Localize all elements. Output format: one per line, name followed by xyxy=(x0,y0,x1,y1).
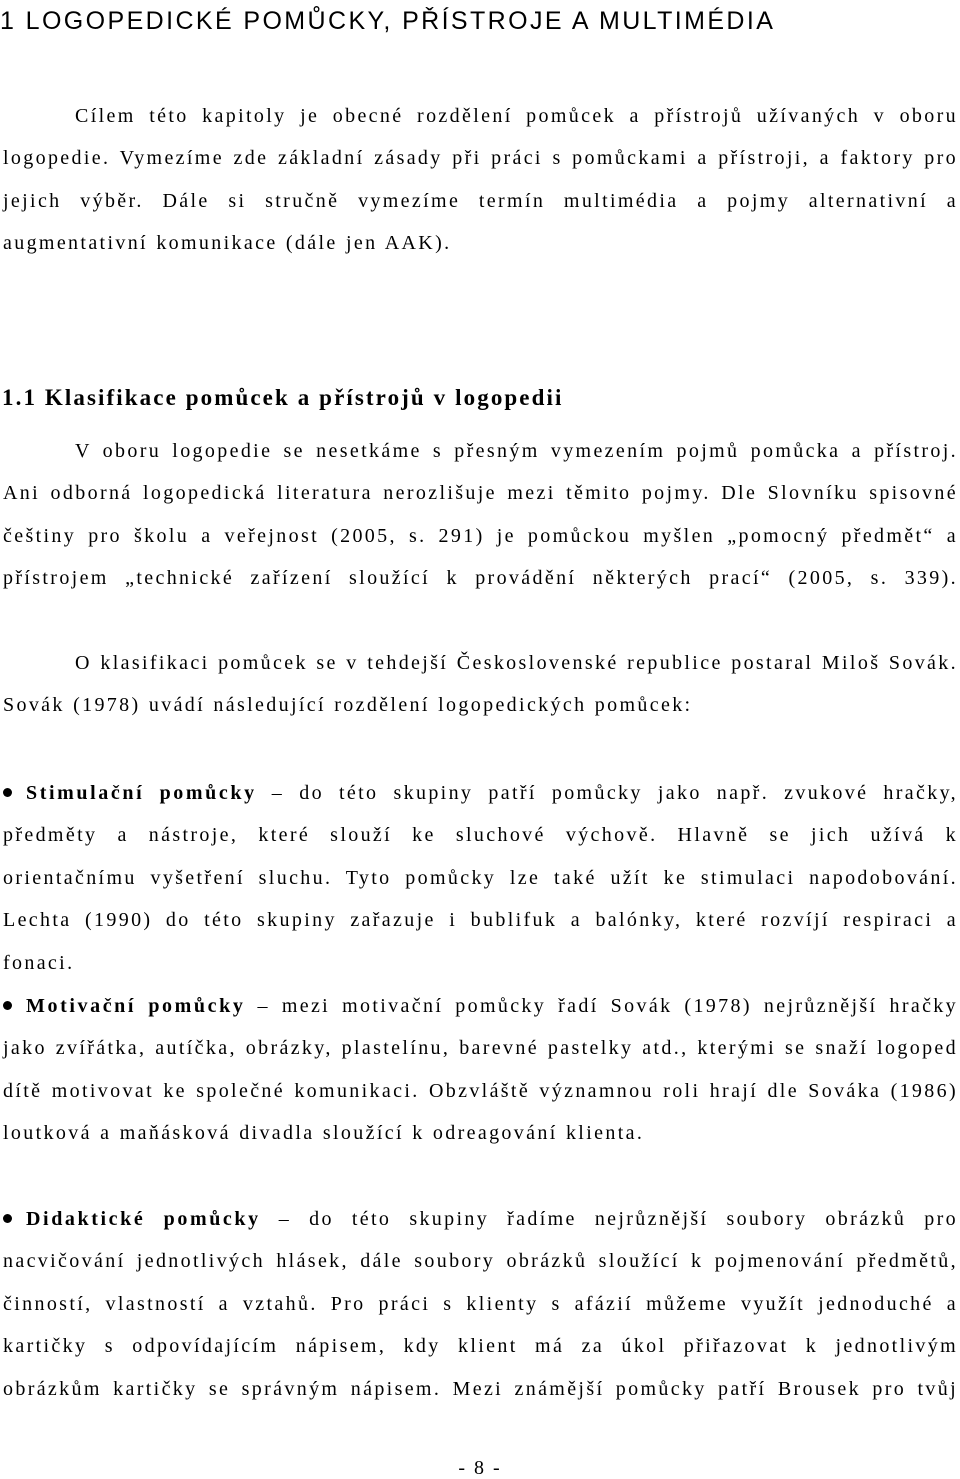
section-paragraph-1: V oboru logopedie se nesetkáme s přesným vymezením pojmů pomůcka a přístroj. Ani odborná logopedická literatura nerozlišuje mezi těmito pojmy. Dle Slovníku spisovné češtiny pro školu a veřejnost (2005, s. 291) je pomůckou myšlen „pomocný předmět“ a přístrojem „technické zařízení sloužící k provádění některých prací“ (2005, s. 339). xyxy=(3,440,958,590)
bullet-item-didactic xyxy=(3,1198,958,1410)
bullet-text: – do této skupiny patří pomůcky jako např. zvukové hračky, předměty a nástroje, které slouží ke sluchové výchově. Hlavně se jich užívá k orientačnímu vyšetření sluchu. Tyto pomůcky lze také užít ke stimulaci napodobování. Lechta (1990) do této skupiny zařazuje i bublifuk a balónky, které rozvíjí respiraci a fonaci. xyxy=(3,782,958,974)
page-number: - 8 - xyxy=(458,1457,502,1479)
bullet-term: Motivační pomůcky xyxy=(26,995,246,1017)
bullet-dot-icon xyxy=(3,1214,12,1223)
bullet-paragraph xyxy=(3,772,958,984)
section-title: 1.1 Klasifikace pomůcek a přístrojů v logopedii xyxy=(2,385,564,410)
bullet-dot-icon xyxy=(3,1001,12,1010)
bullet-item-motivation xyxy=(3,985,958,1155)
section-paragraph-2: O klasifikaci pomůcek se v tehdejší Československé republice postaral Miloš Sovák. Sovák (1978) uvádí následující rozdělení logopedických pomůcek: xyxy=(3,652,958,717)
chapter-title: 1 LOGOPEDICKÉ POMŮCKY, PŘÍSTROJE A MULTIMÉDIA xyxy=(0,7,776,35)
bullet-term: Didaktické pomůcky xyxy=(26,1208,261,1230)
bullet-term: Stimulační pomůcky xyxy=(26,782,257,804)
bullet-paragraph xyxy=(3,985,958,1155)
bullet-text: – mezi motivační pomůcky řadí Sovák (1978) nejrůznější hračky jako zvířátka, autíčka, obrázky, plastelínu, barevné pastelky atd., kterými se snaží logoped dítě motivovat ke společné komunikaci. Obzvláště významnou roli hrají dle Sováka (1986) loutková a maňásková divadla sloužící k odreagování klienta. xyxy=(3,995,958,1145)
bullet-paragraph xyxy=(3,1198,958,1410)
bullet-dot-icon xyxy=(3,788,12,797)
intro-paragraph: Cílem této kapitoly je obecné rozdělení pomůcek a přístrojů užívaných v oboru logopedie. Vymezíme zde základní zásady při práci s pomůckami a přístroji, a faktory pro jejich výběr. Dále si stručně vymezíme termín multimédia a pojmy alternativní a augmentativní komunikace (dále jen AAK). xyxy=(3,105,958,255)
bullet-text: – do této skupiny řadíme nejrůznější soubory obrázků pro nacvičování jednotlivých hlásek, dále soubory obrázků sloužící k pojmenování předmětů, činností, vlastností a vztahů. Pro práci s klienty s afázií můžeme využít jednoduché a kartičky s odpovídajícím nápisem, kdy klient má za úkol přiřazovat k jednotlivým obrázkům kartičky se správným nápisem. Mezi známější pomůcky patří Brousek pro tvůj xyxy=(3,1208,958,1400)
bullet-item-stimulation xyxy=(3,772,958,984)
